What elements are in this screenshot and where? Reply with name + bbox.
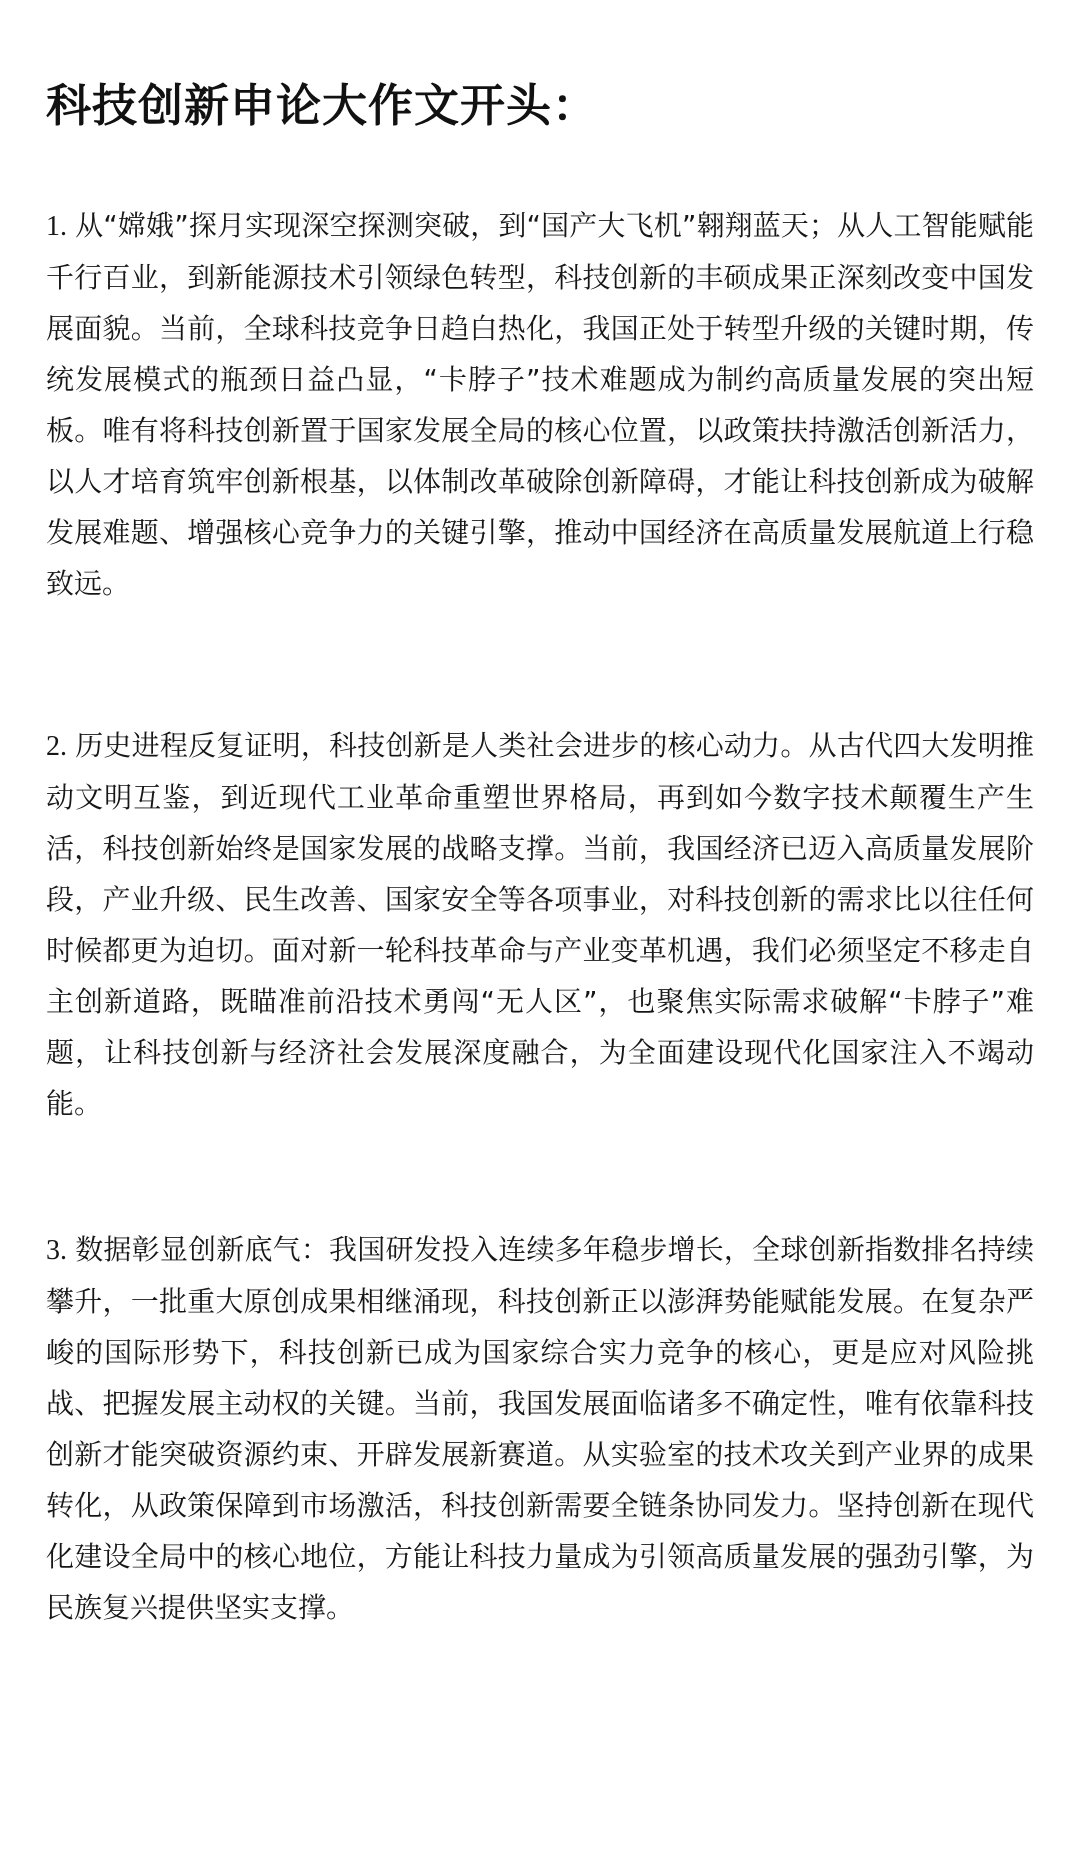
paragraph-2-text: 历史进程反复证明，科技创新是人类社会进步的核心动力。从古代四大发明推动文明互鉴，到近现代工业革命重塑世界格局，再到如今数字技术颠覆生产生活，科技创新始终是国家发展的战略支撑。当前，我国经济已迈入高质量发展阶段，产业升级、民生改善、国家安全等各项事业，对科技创新的需求比以往任何时候都更为迫切。面对新一轮科技革命与产业变革机遇，我们必须坚定不移走自主创新道路，既瞄准前沿技术勇闯“无人区”，也聚焦实际需求破解“卡脖子”难题，让科技创新与经济社会发展深度融合，为全面建设现代化国家注入不竭动能。 (46, 729, 1034, 1120)
paragraph-1-number: 1. (46, 211, 67, 242)
paragraph-3 (46, 1224, 1034, 1633)
document-title: 科技创新申论大作文开头： (46, 79, 599, 132)
paragraph-2-number: 2. (46, 731, 67, 762)
paragraph-2 (46, 720, 1034, 1129)
paragraph-1-text: 从“嫦娥”探月实现深空探测突破，到“国产大飞机”翱翔蓝天；从人工智能赋能千行百业，到新能源技术引领绿色转型，科技创新的丰硕成果正深刻改变中国发展面貌。当前，全球科技竞争日趋白热化，我国正处于转型升级的关键时期，传统发展模式的瓶颈日益凸显，“卡脖子”技术难题成为制约高质量发展的突出短板。唯有将科技创新置于国家发展全局的核心位置，以政策扶持激活创新活力，以人才培育筑牢创新根基，以体制改革破除创新障碍，才能让科技创新成为破解发展难题、增强核心竞争力的关键引擎，推动中国经济在高质量发展航道上行稳致远。 (46, 209, 1034, 600)
paragraph-3-number: 3. (46, 1235, 67, 1266)
paragraph-1 (46, 200, 1034, 609)
paragraph-3-text: 数据彰显创新底气：我国研发投入连续多年稳步增长，全球创新指数排名持续攀升，一批重大原创成果相继涌现，科技创新正以澎湃势能赋能发展。在复杂严峻的国际形势下，科技创新已成为国家综合实力竞争的核心，更是应对风险挑战、把握发展主动权的关键。当前，我国发展面临诸多不确定性，唯有依靠科技创新才能突破资源约束、开辟发展新赛道。从实验室的技术攻关到产业界的成果转化，从政策保障到市场激活，科技创新需要全链条协同发力。坚持创新在现代化建设全局中的核心地位，方能让科技力量成为引领高质量发展的强劲引擎，为民族复兴提供坚实支撑。 (46, 1233, 1034, 1624)
